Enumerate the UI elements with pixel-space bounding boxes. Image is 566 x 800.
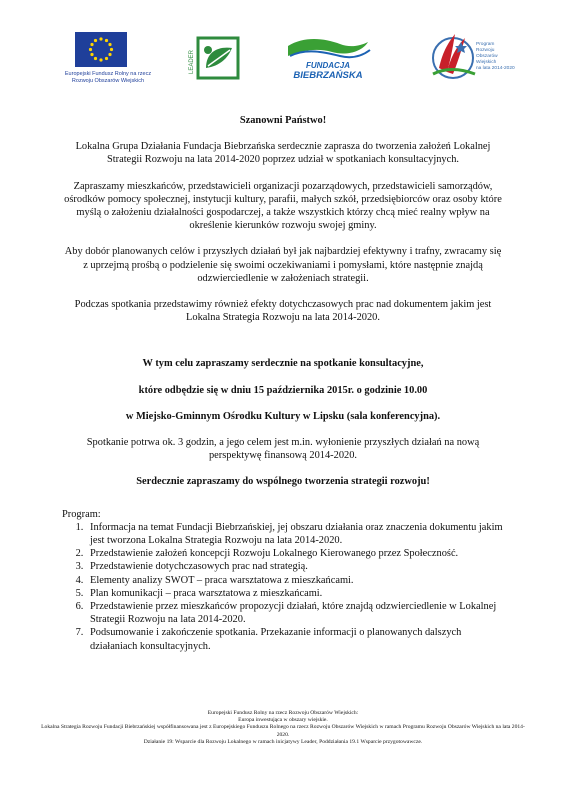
results-paragraph: Podczas spotkania przedstawimy również efekty dotychczasowych prac nad dokumentem jakim jest Lokalna Strategia Rozwoju na lata 2014-2020. [74,299,492,324]
leader-logo [188,36,240,80]
prow-line: Wiejskich [476,60,497,65]
fundacja-line2: BIEBRZAŃSKA [293,70,363,81]
eu-flag-logo [75,32,127,67]
prow-line: Obszarów [476,54,498,59]
program-item: 7. Podsumowanie i zakończenie spotkania. Przekazanie informacji o planowanych dalszych działaniach konsultacyjnych. [86,626,504,652]
fundacja-biebrzanska-logo [284,34,372,82]
prow-line: Program [476,42,495,47]
footer-line4: Działanie 19: Wsparcie dla Rozwoju Lokalnego w ramach inicjatywy Leader, Poddziałania 19.1 Wsparcie przygotowawcze. [143,738,423,745]
program-item: 2. Przedstawienie założeń koncepcji Rozwoju Lokalnego Kierowanego przez Społeczność. [86,547,504,560]
program-item: 1. Informacja na temat Fundacji Biebrzańskiej, jej obszaru działania oraz znaczenia dokumentu jakim jest tworzona Lokalna Strategia Rozwoju na lata 2014-2020. [86,521,504,547]
leader-text: LEADER [189,49,195,74]
intro-paragraph: Lokalna Grupa Działania Fundacja Biebrzańska serdecznie zaprasza do tworzenia założeń Lokalnej Strategii Rozwoju na lata 2014-2020 poprzez udział w spotkaniach konsultacyjnych. [75,141,491,166]
program-item: 5. Plan komunikacji – praca warsztatowa z mieszkańcami. [86,587,504,600]
meeting-duration: Spotkanie potrwa ok. 3 godzin, a jego celem jest m.in. wyłonienie przyszłych działań na nową perspektywę finansową 2014-2020. [86,437,480,462]
prow-line: na lata 2014-2020 [476,66,515,71]
invitation-date: które odbędzie się w dniu 15 października 2015r. o godzinie 10.00 [138,384,428,396]
eu-caption [58,71,158,85]
logo-header [0,24,566,94]
program-label: Program: [62,508,101,520]
program-item: 6. Przedstawienie przez mieszkańców propozycji działań, które znajdą odzwierciedlenie w Lokalnej Strategii Rozwoju na lata 2014-2020. [86,600,504,626]
prow-caption [476,42,515,72]
footer-line2: Europa inwestująca w obszary wiejskie. [238,717,328,724]
invitees-paragraph: Zapraszamy mieszkańców, przedstawicieli organizacji pozarządowych, przedstawicieli samorządów, ośrodków pomocy społecznej, instytucji kultury, parafii, małych szkół, przedsiębiorców oraz osoby które myślą o założeniu działalności gospodarczej, a także wszystkich którzy chcą mieć realny wpływ na określenie kierunków rozwoju swojej gminy. [64,180,502,232]
program-list [62,521,504,653]
goals-paragraph: Aby dobór planowanych celów i przyszłych działań był jak najbardziej efektywny i trafny, zwracamy się z uprzejmą prośbą o podzielenie się swoimi oczekiwaniami i pomysłami, które następnie znajdą odzwierciedlenie w założeniach strategii. [64,246,502,284]
eu-caption-line2: Rozwoju Obszarów Wiejskich [71,78,145,84]
closing-line: Serdecznie zapraszamy do wspólnego tworzenia strategii rozwoju! [136,476,430,488]
footer-line3: Lokalna Strategia Rozwoju Fundacji Biebrzańskiej współfinansowana jest z Europejskiego Funduszu Rolnego na rzecz Rozwoju Obszarów Wiejskich w ramach Programu Rozwoju Obszarów Wiejskich na lata 2014-2020. [41,724,525,738]
funding-footer [40,710,526,746]
program-item: 3. Przedstawienie dotychczasowych prac nad strategią. [86,560,504,573]
letter-body [62,114,504,653]
program-item: 4. Elementy analizy SWOT – praca warsztatowa z mieszkańcami. [86,574,504,587]
fundacja-line1: FUNDACJA [306,61,350,70]
eu-caption-line1: Europejski Fundusz Rolny na rzecz [64,71,152,77]
invitation-venue: w Miejsko-Gminnym Ośrodku Kultury w Lipsku (sala konferencyjna). [125,410,441,422]
prow-line: Rozwoju [476,48,495,53]
invitation-line1: W tym celu zapraszamy serdecznie na spotkanie konsultacyjne, [142,358,424,370]
footer-line1: Europejski Fundusz Rolny na rzecz Rozwoju Obszarów Wiejskich: [207,710,359,716]
greeting: Szanowni Państwo! [239,115,327,126]
